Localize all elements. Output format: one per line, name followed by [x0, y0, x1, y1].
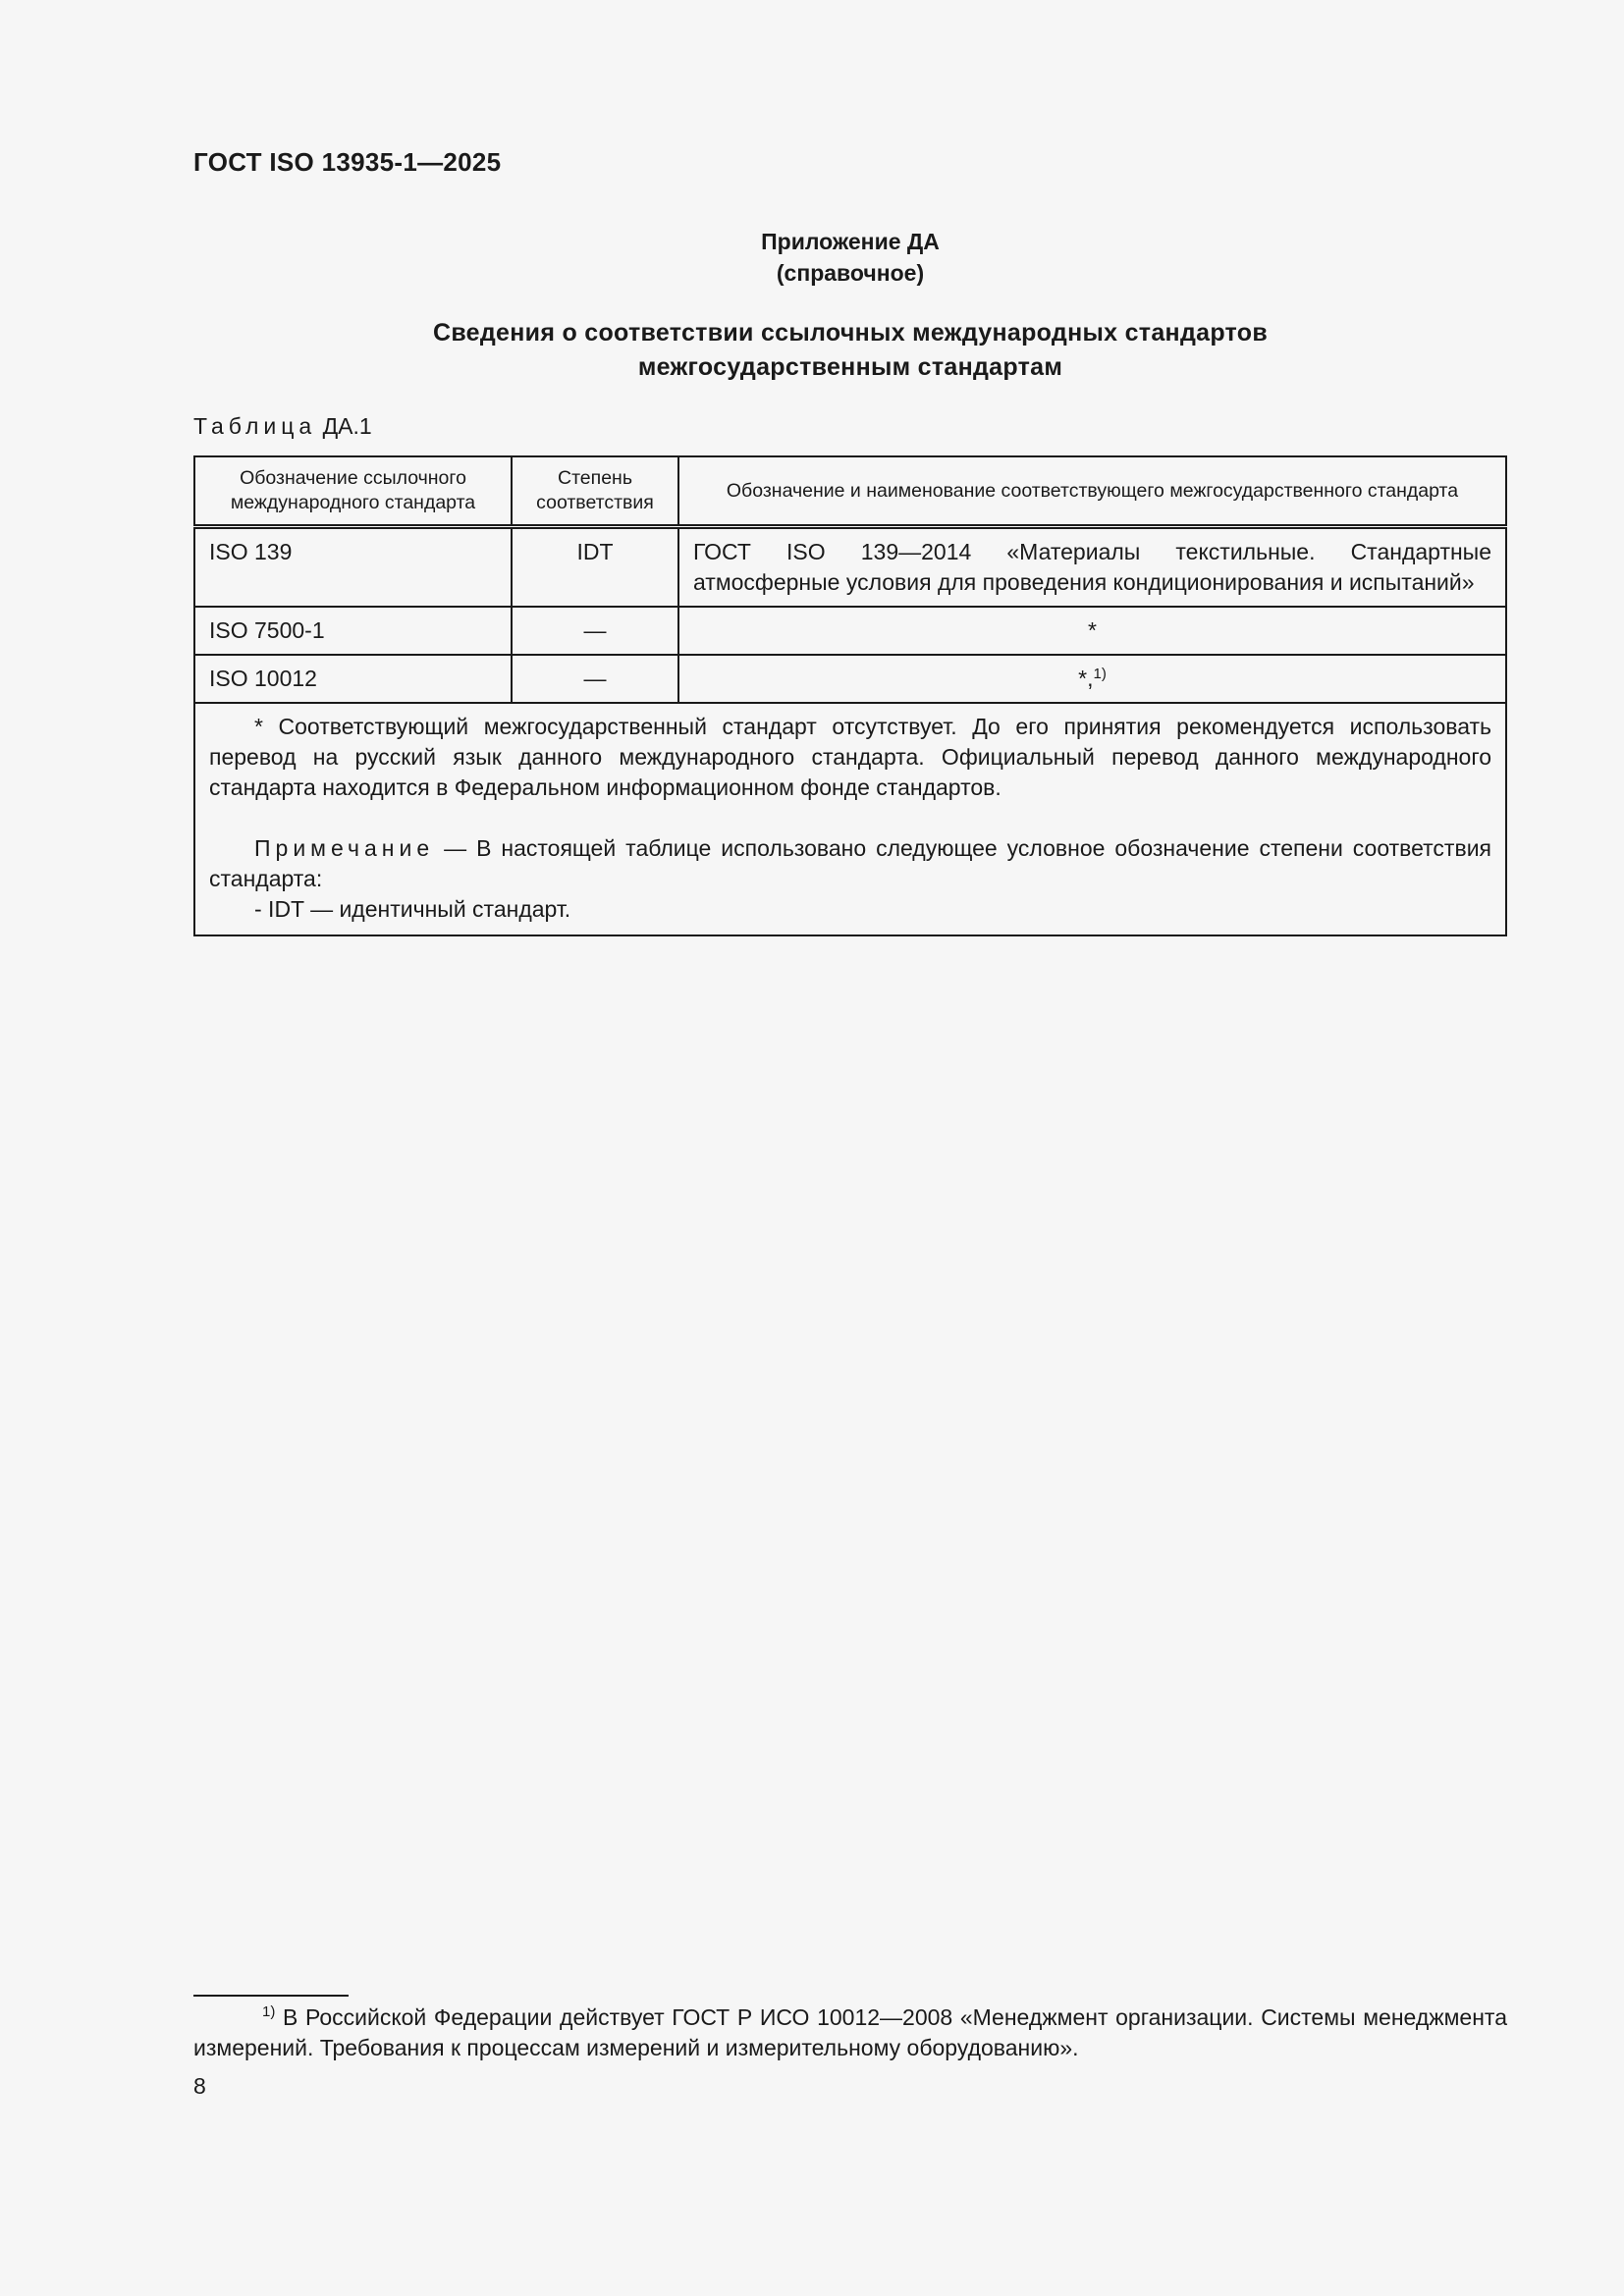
annex-heading-line-2: межгосударственным стандартам [637, 353, 1063, 381]
annex-subtitle: (справочное) [776, 260, 925, 286]
header-degree: Степень соответствия [512, 456, 678, 527]
cell-degree: IDT [512, 527, 678, 608]
table-row [194, 527, 1506, 608]
header-interstate-standard: Обозначение и наименование соответствующего межгосударственного стандарта [678, 456, 1506, 527]
table-caption-label: Таблица [193, 413, 317, 439]
table-header-row [194, 456, 1506, 527]
note-list-item: - IDT — идентичный стандарт. [254, 896, 571, 922]
cell-gost [678, 527, 1506, 608]
cell-degree: — [512, 607, 678, 655]
annex-title [193, 226, 1507, 289]
cell-gost-text: *, [1078, 666, 1094, 691]
cell-gost [678, 607, 1506, 655]
cell-standard: ISO 10012 [194, 655, 512, 703]
note-star-text: * Соответствующий межгосударственный стандарт отсутствует. До его принятия рекомендуется использовать перевод на русский язык данного международного стандарта. Официальный перевод данного международного стандарта находится в Федеральном информационном фонде стандартов. [209, 714, 1491, 800]
cell-gost [678, 655, 1506, 703]
table-caption [193, 413, 372, 440]
cell-standard: ISO 7500-1 [194, 607, 512, 655]
cell-standard: ISO 139 [194, 527, 512, 608]
footnote-text: В Российской Федерации действует ГОСТ Р ИСО 10012—2008 «Менеджмент организации. Системы менеджмента измерений. Требования к процессам измерений и измерительному оборудованию». [193, 2004, 1507, 2060]
annex-heading [193, 316, 1507, 385]
table-notes-row [194, 703, 1506, 935]
annex-label: Приложение ДА [761, 229, 940, 254]
cell-gost-footnote-ref: 1) [1093, 666, 1107, 682]
header-international-standard: Обозначение ссылочного международного стандарта [194, 456, 512, 527]
annex-heading-line-1: Сведения о соответствии ссылочных международных стандартов [432, 319, 1269, 347]
note-label: Примечание [254, 835, 435, 861]
table-notes [194, 703, 1506, 935]
table-row [194, 607, 1506, 655]
reference-standards-table [193, 455, 1507, 936]
table-row [194, 655, 1506, 703]
footnote-separator [193, 1995, 349, 1997]
page-number: 8 [193, 2073, 206, 2099]
footnote [193, 2002, 1507, 2063]
cell-gost-text: * [1088, 617, 1097, 643]
cell-degree: — [512, 655, 678, 703]
document-code: ГОСТ ISO 13935-1—2025 [193, 147, 502, 177]
table-caption-number: ДА.1 [322, 413, 372, 439]
footnote-marker: 1) [262, 2003, 276, 2020]
note-paragraph [209, 833, 1491, 894]
note-text: — В настоящей таблице использовано следующее условное обозначение степени соответствия стандарта: [209, 835, 1491, 891]
cell-gost-text: ГОСТ ISO 139—2014 «Материалы текстильные. Стандартные атмосферные условия для проведения кондиционирования и испытаний» [693, 539, 1491, 595]
